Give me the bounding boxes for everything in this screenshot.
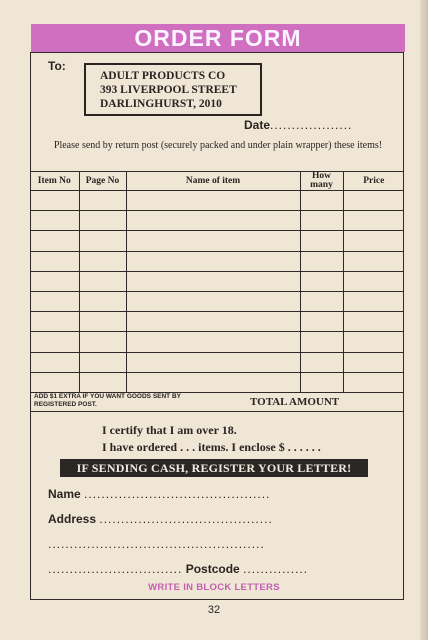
date-dots: ................... [270,118,353,132]
postcode-label: Postcode [185,562,240,576]
price-cell[interactable] [343,231,404,251]
price-cell[interactable] [343,271,404,291]
item-name-cell[interactable] [126,372,300,392]
table-row [30,211,404,231]
item-no-cell[interactable] [30,271,79,291]
header-price: Price [343,172,404,191]
to-label: To: [48,59,66,73]
page-no-cell[interactable] [79,191,126,211]
block-letters-note: WRITE IN BLOCK LETTERS [148,582,280,593]
address-line-3: DARLINGHURST, 2010 [100,98,222,110]
item-no-cell[interactable] [30,211,79,231]
recipient-address-box [84,63,262,116]
certification-block [102,422,321,456]
page-no-cell[interactable] [79,372,126,392]
quantity-cell[interactable] [300,332,343,352]
name-dots: ........................................... [84,487,271,501]
item-name-cell[interactable] [126,271,300,291]
address-line-2-field[interactable] [48,537,265,551]
page-edge-shadow [420,0,428,640]
page-number: 32 [207,604,221,616]
address-dots: ........................................ [99,512,273,526]
quantity-cell[interactable] [300,352,343,372]
address-line-3-dots: ............................... [48,562,183,576]
postcode-dots: ............... [243,562,309,576]
total-amount-label: TOTAL AMOUNT [250,396,340,408]
quantity-cell[interactable] [300,211,343,231]
page-no-cell[interactable] [79,271,126,291]
item-no-cell[interactable] [30,332,79,352]
instructions-text: Please send by return post (securely packed and under plain wrapper) these items! [53,140,383,151]
header-page-no: Page No [79,172,126,191]
price-cell[interactable] [343,191,404,211]
cash-notice-text: IF SENDING CASH, REGISTER YOUR LETTER! [76,460,352,475]
item-name-cell[interactable] [126,231,300,251]
address-label: Address [48,512,97,526]
table-row [30,372,404,392]
header-how-many-text: How many [310,171,333,190]
address-line-2: 393 LIVERPOOL STREET [100,84,237,96]
item-no-cell[interactable] [30,231,79,251]
header-name-of-item: Name of item [126,172,300,191]
price-cell[interactable] [343,251,404,271]
quantity-cell[interactable] [300,312,343,332]
item-name-cell[interactable] [126,251,300,271]
page-no-cell[interactable] [79,352,126,372]
address-field[interactable] [48,512,273,526]
price-cell[interactable] [343,352,404,372]
table-row [30,312,404,332]
table-body [30,191,404,393]
table-row [30,191,404,211]
item-name-cell[interactable] [126,312,300,332]
name-field[interactable] [48,487,270,501]
table-row [30,271,404,291]
date-field[interactable] [244,118,352,132]
price-cell[interactable] [343,372,404,392]
item-name-cell[interactable] [126,211,300,231]
page-no-cell[interactable] [79,291,126,311]
price-cell[interactable] [343,332,404,352]
header-how-many [300,172,343,191]
table-row [30,291,404,311]
date-label: Date [244,118,271,132]
table-row [30,352,404,372]
title-text: ORDER FORM [134,24,302,51]
page-no-cell[interactable] [79,251,126,271]
page-no-cell[interactable] [79,312,126,332]
item-name-cell[interactable] [126,291,300,311]
table-row [30,251,404,271]
quantity-cell[interactable] [300,271,343,291]
page-no-cell[interactable] [79,211,126,231]
quantity-cell[interactable] [300,372,343,392]
item-no-cell[interactable] [30,352,79,372]
certify-order-line[interactable]: I have ordered . . . items. I enclose $ . . . . . . [102,440,321,454]
table-row [30,332,404,352]
order-items-table [30,171,404,393]
address-postcode-field[interactable] [48,562,308,576]
page-no-cell[interactable] [79,332,126,352]
quantity-cell[interactable] [300,191,343,211]
table-footer-row [30,392,404,412]
address-line-1: ADULT PRODUCTS CO [100,70,226,82]
price-cell[interactable] [343,312,404,332]
item-no-cell[interactable] [30,251,79,271]
item-no-cell[interactable] [30,191,79,211]
table-header-row [30,172,404,191]
cash-notice-banner [60,459,368,477]
name-label: Name [48,487,81,501]
price-cell[interactable] [343,291,404,311]
item-name-cell[interactable] [126,352,300,372]
order-form-title [31,24,405,52]
certify-age-line: I certify that I am over 18. [102,423,237,437]
quantity-cell[interactable] [300,231,343,251]
quantity-cell[interactable] [300,251,343,271]
item-name-cell[interactable] [126,332,300,352]
quantity-cell[interactable] [300,291,343,311]
item-no-cell[interactable] [30,372,79,392]
header-item-no: Item No [30,172,79,191]
price-cell[interactable] [343,211,404,231]
page-no-cell[interactable] [79,231,126,251]
item-no-cell[interactable] [30,291,79,311]
address-line-2-dots: .................................................. [48,537,265,551]
table-row [30,231,404,251]
item-no-cell[interactable] [30,312,79,332]
item-name-cell[interactable] [126,191,300,211]
registered-post-note: ADD $1 EXTRA IF YOU WANT GOODS SENT BY REGISTERED POST. [34,393,181,408]
